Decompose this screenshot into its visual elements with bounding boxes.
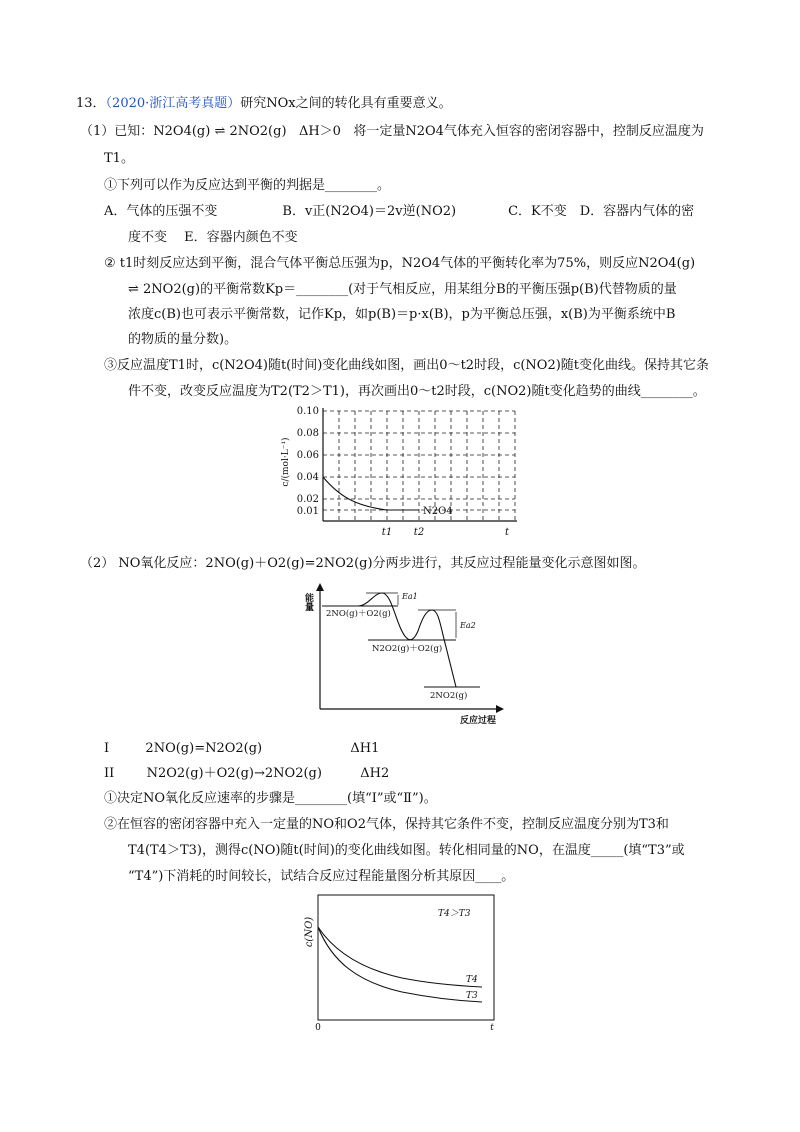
part2-intro: （2） NO氧化反应：2NO(g)＋O2(g)=2NO2(g)分两步进行，其反应过程能量变化示意图如图。 — [80, 556, 646, 571]
ea1-label: Ea1 — [402, 592, 418, 601]
question-intro: 研究NOx之间的转化具有重要意义。 — [240, 96, 452, 111]
chart-n2o4-concentration — [275, 402, 525, 542]
chart1-ytick: 0.08 — [296, 428, 319, 439]
level3-label: 2NO2(g) — [430, 691, 468, 701]
chart1-ylabel: c/(mol·L⁻¹) — [281, 437, 291, 487]
step1-row: I 2NO(g)=N2O2(g) ΔH1 — [104, 741, 380, 756]
chart1-ytick: 0.02 — [296, 494, 319, 505]
part1-given: （1）已知：N2O4(g) ⇌ 2NO2(g) ΔH＞0 将一定量N2O4气体充入恒容的密闭容器中，控制反应温度为 — [80, 124, 704, 139]
question-header — [76, 95, 452, 113]
part1-q2-line1: ② t1时刻反应达到平衡，混合气体平衡总压强为p，N2O4气体的平衡转化率为75%，则反应N2O4(g) — [104, 256, 696, 271]
chart3-origin: 0 — [315, 1023, 321, 1032]
t4-curve — [318, 927, 482, 987]
part1-q2-line2: ⇌ 2NO2(g)的平衡常数Kp＝________(对于气相反应，用某组分B的平衡压强p(B)代替物质的量 — [128, 282, 677, 297]
question-source: （2020·浙江高考真题） — [105, 96, 241, 111]
level1-label: 2NO(g)＋O2(g) — [326, 609, 391, 619]
part1-options-line1: A．气体的压强不变 B．v正(N2O4)＝2v逆(NO2) C．K不变 D．容器内气体的密 — [104, 204, 695, 219]
chart-energy-profile — [298, 583, 508, 728]
chart1-xtick: t1 — [381, 527, 393, 538]
part2-q1: ①决定NO氧化反应速率的步骤是________(填“Ⅰ”或“Ⅱ”)。 — [104, 791, 437, 806]
t3-curve-label: T3 — [466, 991, 478, 1001]
part1-q2-line4: 的物质的量分数)。 — [128, 332, 238, 347]
x-arrow-icon — [496, 705, 504, 713]
chart1-ytick: 0.10 — [296, 406, 319, 417]
part2-q2-line1: ②在恒容的密闭容器中充入一定量的NO和O2气体，保持其它条件不变，控制反应温度分别为T3和 — [104, 817, 669, 832]
part1-q1: ①下列可以作为反应达到平衡的判据是________。 — [104, 178, 391, 193]
n2o4-curve-label: N2O4 — [423, 506, 453, 517]
chart1-ytick: 0.04 — [296, 472, 319, 483]
part2-q2-line3: “T4”)下消耗的时间较长，试结合反应过程能量图分析其原因____。 — [128, 869, 515, 884]
part2-q2-line2: T4(T4＞T3)，测得c(NO)随t(时间)的变化曲线如图。转化相同量的NO，在温度_____(填“T3”或 — [128, 843, 685, 858]
chart3-ylabel: c(NO) — [304, 916, 315, 948]
chart2-xlabel: 反应过程 — [459, 716, 497, 726]
chart2-ylabel: 能量 — [303, 593, 313, 611]
chart1-ytick: 0.01 — [296, 506, 319, 517]
part1-q3-line1: ③反应温度T1时，c(N2O4)随t(时间)变化曲线如图，画出0～t2时段，c(NO2)随t变化曲线。保持其它条 — [104, 358, 710, 373]
question-number: 13． — [76, 96, 106, 111]
chart3-xlabel: t — [490, 1023, 494, 1032]
level2-label: N2O2(g)＋O2(g) — [372, 644, 443, 654]
part1-q3-line2: 件不变，改变反应温度为T2(T2＞T1)，再次画出0～t2时段，c(NO2)随t变化趋势的曲线________。 — [128, 384, 706, 399]
part1-temp: T1。 — [104, 151, 134, 166]
y-arrow-icon — [316, 583, 324, 591]
ea2-label: Ea2 — [460, 621, 476, 630]
chart1-ytick: 0.06 — [296, 450, 319, 461]
t4-curve-label: T4 — [466, 975, 478, 985]
chart1-xlabel: t — [504, 527, 510, 538]
part1-options-line2: 度不变 E．容器内颜色不变 — [128, 230, 298, 245]
t3-curve — [318, 927, 482, 1002]
part1-q2-line3: 浓度c(B)也可表示平衡常数，记作Kp，如p(B)＝p·x(B)，p为平衡总压强，x(B)为平衡系统中B — [128, 307, 676, 322]
chart-no-concentration — [302, 892, 502, 1032]
step2-row: II N2O2(g)＋O2(g)→2NO2(g) ΔH2 — [104, 766, 390, 781]
chart3-note: T4＞T3 — [438, 909, 471, 919]
reaction-equation: N2O4(g) ⇌ 2NO2(g) — [153, 124, 287, 139]
chart1-xtick: t2 — [413, 527, 425, 538]
